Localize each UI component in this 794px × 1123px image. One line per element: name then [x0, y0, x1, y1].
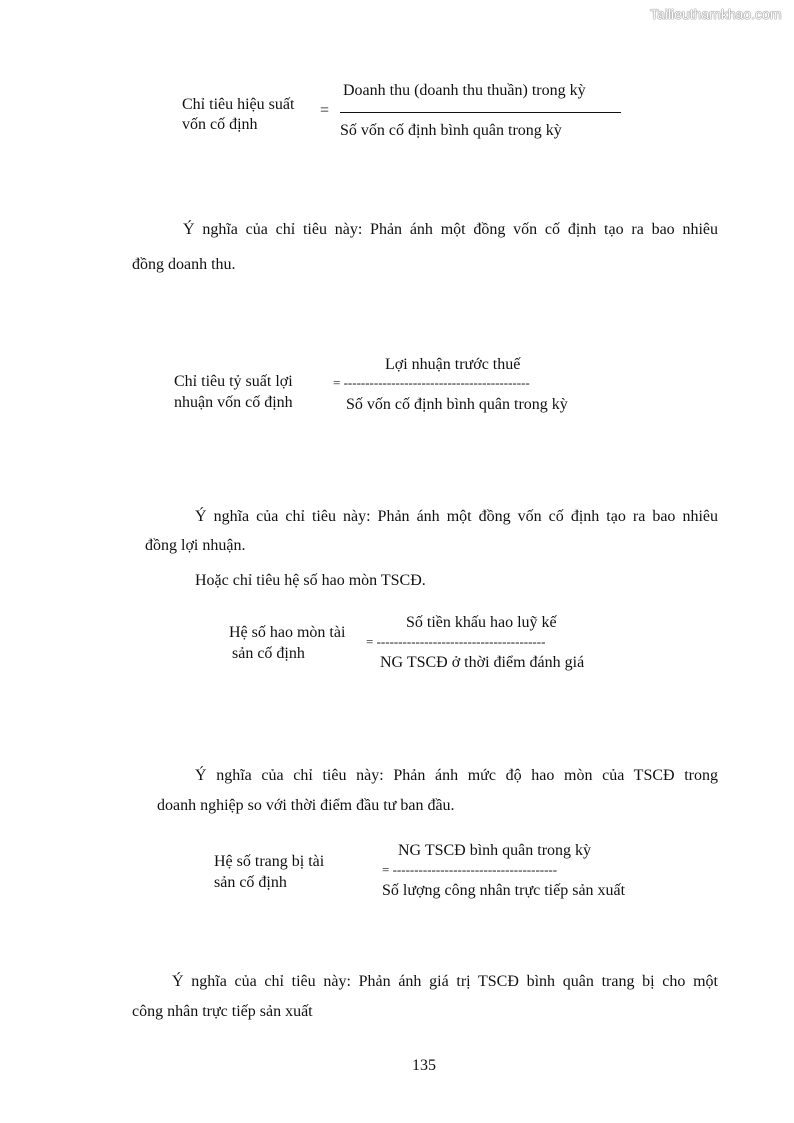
watermark-text: Tailieuthamkhao.com: [650, 6, 782, 22]
equals-dash-bar: = -------------------------------------------: [333, 375, 530, 390]
formula-numerator: Doanh thu (doanh thu thuần) trong kỳ: [343, 82, 586, 99]
formula-numerator: Lợi nhuận trước thuế: [385, 356, 521, 373]
equals-dash-bar: = ---------------------------------------: [366, 634, 546, 649]
equals-dash-bar: = --------------------------------------: [382, 862, 558, 877]
formula-label-line2: sản cố định: [214, 874, 287, 891]
paragraph-line: Ý nghĩa của chỉ tiêu này: Phản ánh một đồng vốn cố định tạo ra bao nhiêu: [195, 508, 718, 525]
paragraph-line: công nhân trực tiếp sản xuất: [132, 1003, 313, 1020]
paragraph-line: Ý nghĩa của chỉ tiêu này: Phản ánh một đồng vốn cố định tạo ra bao nhiêu: [183, 221, 718, 238]
alt-indicator-text: Hoặc chỉ tiêu hệ số hao mòn TSCĐ.: [195, 572, 426, 589]
formula-label-line1: Chỉ tiêu hiệu suất: [182, 96, 295, 113]
paragraph-line: Ý nghĩa của chỉ tiêu này: Phản ánh giá trị TSCĐ bình quân trang bị cho một: [172, 973, 718, 990]
formula-label-line1: Chỉ tiêu tỷ suất lợi: [174, 373, 293, 390]
formula-label-line2: vốn cố định: [182, 116, 258, 133]
formula-label-line2: nhuận vốn cố định: [174, 394, 293, 411]
formula-label-line1: Hệ số hao mòn tài: [229, 624, 346, 641]
formula-label-line1: Hệ số trang bị tài: [214, 853, 325, 870]
formula-numerator: NG TSCĐ bình quân trong kỳ: [398, 842, 592, 859]
equals-sign: =: [320, 102, 330, 119]
formula-denominator: Số lượng công nhân trực tiếp sản xuất: [382, 882, 626, 899]
paragraph-line: doanh nghiệp so với thời điểm đầu tư ban đầu.: [157, 797, 455, 814]
formula-label-line2: sản cố định: [232, 645, 305, 662]
page-number: 135: [412, 1057, 436, 1074]
formula-denominator: NG TSCĐ ở thời điểm đánh giá: [380, 654, 585, 671]
paragraph-line: đồng doanh thu.: [132, 256, 236, 273]
fraction-bar: [340, 112, 621, 113]
formula-denominator: Số vốn cố định bình quân trong kỳ: [340, 122, 562, 139]
formula-denominator: Số vốn cố định bình quân trong kỳ: [346, 396, 568, 413]
formula-numerator: Số tiền khấu hao luỹ kế: [406, 614, 557, 631]
paragraph-line: đồng lợi nhuận.: [145, 537, 246, 554]
paragraph-line: Ý nghĩa của chỉ tiêu này: Phản ánh mức độ hao mòn của TSCĐ trong: [195, 767, 718, 784]
